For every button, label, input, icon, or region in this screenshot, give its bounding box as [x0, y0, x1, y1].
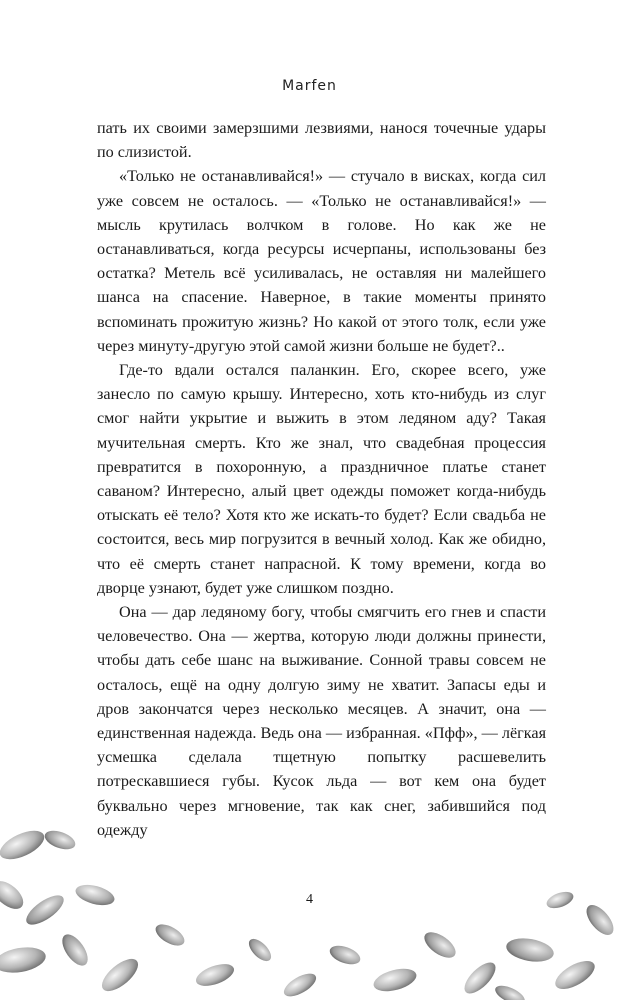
body-text	[97, 116, 546, 842]
petal	[57, 930, 92, 970]
petal	[97, 953, 144, 997]
running-header: Marfen	[282, 78, 337, 94]
petal	[504, 935, 555, 965]
petal	[193, 960, 237, 991]
page-number: 4	[306, 892, 313, 907]
petal	[420, 927, 460, 962]
petal	[245, 935, 275, 965]
petal	[0, 944, 48, 977]
petal	[0, 825, 48, 865]
paragraph: Где-то вдали остался паланкин. Его, скорее всего, уже занесло по самую крышу. Интересно, хоть кто-нибудь из слуг смог найти укрытие и выжить в этом ледяном аду? Такая мучительная смерть. Кто же знал, что свадебная процессия превратится в похоронную, а праздничное платье станет саваном? Интересно, алый цвет одежды поможет когда-нибудь отыскать её тело? Хотя кто же искать-то будет? Если свадьба не состоится, весь мир погрузится в вечный холод. Как же обидно, что её смерть станет напрасной. К тому времени, когда во дворце узнают, будет уже слишком поздно.	[97, 361, 546, 597]
petal	[493, 982, 528, 1000]
petal	[327, 942, 363, 968]
paragraph: пать их своими замерзшими лезвиями, нанося точечные удары по слизистой.	[97, 119, 546, 162]
petal	[459, 957, 500, 998]
petal	[371, 965, 419, 996]
paragraph: Она — дар ледяному богу, чтобы смягчить его гнев и спасти человечество. Она — жертва, которую люди должны принести, чтобы дать себе шанс на выживание. Сонной травы совсем не осталось, ещё на одну долгую зиму не хватит. Запасы еды и дров закончатся через несколько месяцев. А значит, она — единственная надежда. Ведь она — избранная. «Пфф», — лёгкая усмешка сделала тщетную попытку расшевелить потрескавшиеся губы. Кусок льда — вот кем она будет буквально через мгновение, так как снег, забившийся под одежду	[97, 603, 547, 839]
petal	[551, 955, 599, 994]
petal	[280, 969, 319, 1000]
paragraph: «Только не останавливайся!» — стучало в висках, когда сил уже совсем не осталось. — «Только не останавливайся!» — мысль крутилась волчком в голове. Но как же не останавливаться, когда ресурсы исчерпаны, использованы без остатка? Метель всё усиливалась, не оставляя ни малейшего шанса на спасение. Наверное, в такие моменты принято вспоминать прожитую жизнь? Но какой от этого толк, если уже через минуту-другую этой самой жизни больше не будет?..	[97, 167, 546, 355]
petal	[42, 827, 78, 853]
petal	[152, 920, 188, 950]
